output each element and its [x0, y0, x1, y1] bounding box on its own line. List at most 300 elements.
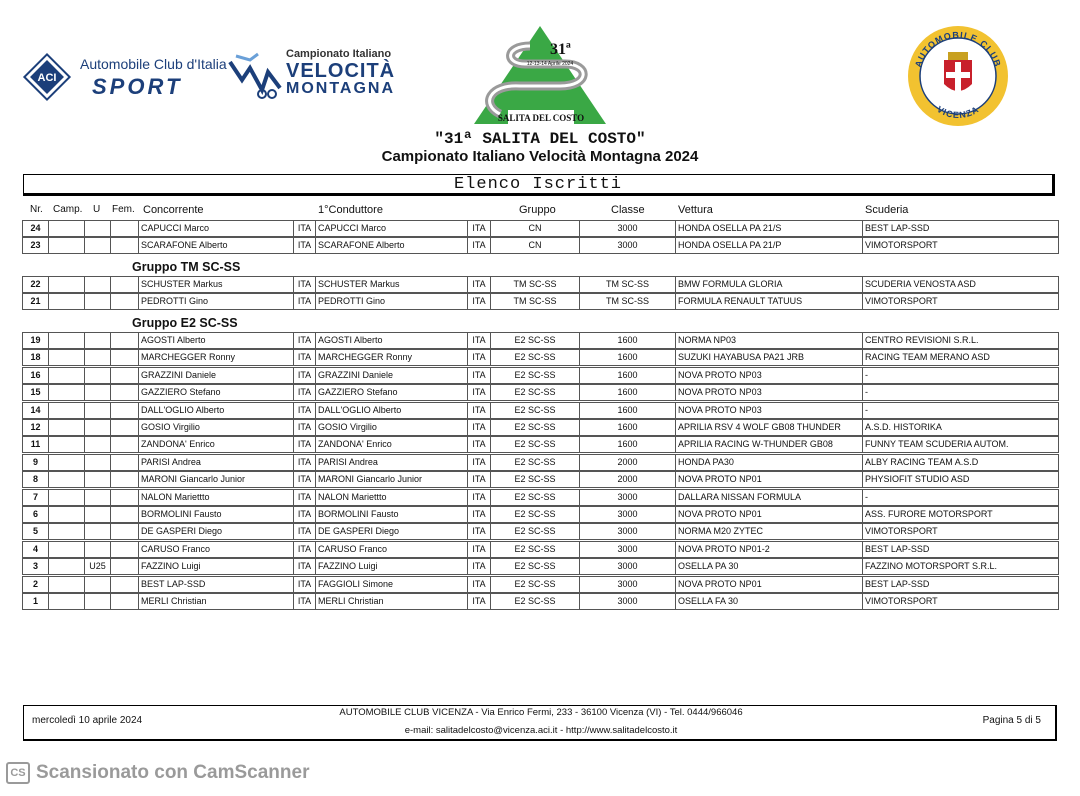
cell-vettura: NORMA M20 ZYTEC: [675, 523, 863, 540]
footer-contacts: e-mail: salitadelcosto@vicenza.aci.it - http://www.salitadelcosto.it: [404, 725, 678, 736]
cell-nr: 6: [22, 506, 49, 523]
cell-gruppo: E2 SC-SS: [490, 349, 580, 366]
cell-naz1: ITA: [293, 349, 316, 366]
cell-vettura: BMW FORMULA GLORIA: [675, 276, 863, 293]
cell-conc: GOSIO Virgilio: [138, 419, 294, 436]
cell-u: [84, 506, 111, 523]
cell-classe: 1600: [579, 419, 676, 436]
cell-gruppo: TM SC-SS: [490, 293, 580, 310]
event-title: "31ª SALITA DEL COSTO": [434, 130, 646, 148]
cell-nr: 7: [22, 489, 49, 506]
cell-vettura: NOVA PROTO NP01-2: [675, 541, 863, 558]
cell-fem: [110, 436, 139, 453]
table-row: [22, 276, 1058, 293]
col-camp: Camp.: [53, 204, 83, 215]
cell-scuderia: -: [862, 489, 1059, 506]
cell-vettura: SUZUKI HAYABUSA PA21 JRB: [675, 349, 863, 366]
cell-scuderia: BEST LAP-SSD: [862, 541, 1059, 558]
cell-naz1: ITA: [293, 541, 316, 558]
cell-u: [84, 454, 111, 471]
cell-scuderia: RACING TEAM MERANO ASD: [862, 349, 1059, 366]
cvm-logo-line1: Campionato Italiano: [286, 48, 392, 60]
cell-naz1: ITA: [293, 402, 316, 419]
cell-vettura: NOVA PROTO NP03: [675, 367, 863, 384]
cell-nr: 22: [22, 276, 49, 293]
cell-gruppo: E2 SC-SS: [490, 454, 580, 471]
cell-naz1: ITA: [293, 471, 316, 488]
cell-gruppo: E2 SC-SS: [490, 402, 580, 419]
cell-gruppo: TM SC-SS: [490, 276, 580, 293]
table-row: [22, 367, 1058, 384]
cell-conc: ZANDONA' Enrico: [138, 436, 294, 453]
cell-vettura: APRILIA RACING W-THUNDER GB08: [675, 436, 863, 453]
cell-gruppo: E2 SC-SS: [490, 541, 580, 558]
table-row: [22, 471, 1058, 488]
cell-u: [84, 523, 111, 540]
cvm-logo-line2: VELOCITÀ: [286, 60, 396, 82]
automobile-club-vicenza-seal: [906, 24, 1010, 128]
table-row: [22, 419, 1058, 436]
mountain-racecar-icon: [228, 50, 288, 100]
cell-gruppo: E2 SC-SS: [490, 593, 580, 610]
cell-classe: TM SC-SS: [579, 293, 676, 310]
cell-cond: FAZZINO Luigi: [315, 558, 468, 575]
cell-vettura: DALLARA NISSAN FORMULA: [675, 489, 863, 506]
cvm-logo: [228, 46, 398, 106]
cell-classe: 1600: [579, 349, 676, 366]
cell-scuderia: SCUDERIA VENOSTA ASD: [862, 276, 1059, 293]
col-nr: Nr.: [30, 204, 43, 215]
cell-gruppo: CN: [490, 237, 580, 254]
cell-u: [84, 349, 111, 366]
cell-naz2: ITA: [467, 506, 491, 523]
cell-camp: [48, 576, 85, 593]
cell-vettura: NOVA PROTO NP03: [675, 384, 863, 401]
cell-nr: 4: [22, 541, 49, 558]
footer-address: AUTOMOBILE CLUB VICENZA - Via Enrico Fermi, 233 - 36100 Vicenza (VI) - Tel. 0444/966046: [339, 707, 743, 718]
table-row: [22, 454, 1058, 471]
cell-nr: 23: [22, 237, 49, 254]
cell-fem: [110, 593, 139, 610]
cell-classe: 3000: [579, 489, 676, 506]
col-vettura: Vettura: [678, 204, 713, 216]
cell-fem: [110, 293, 139, 310]
cell-naz1: ITA: [293, 384, 316, 401]
col-classe: Classe: [611, 204, 645, 216]
cell-classe: 3000: [579, 523, 676, 540]
cell-camp: [48, 367, 85, 384]
cell-camp: [48, 523, 85, 540]
table-row: [22, 489, 1058, 506]
cell-fem: [110, 237, 139, 254]
cell-naz2: ITA: [467, 593, 491, 610]
cell-u: U25: [84, 558, 111, 575]
cell-gruppo: E2 SC-SS: [490, 332, 580, 349]
cell-fem: [110, 558, 139, 575]
cell-vettura: HONDA OSELLA PA 21/S: [675, 220, 863, 237]
cell-vettura: NORMA NP03: [675, 332, 863, 349]
cell-naz2: ITA: [467, 384, 491, 401]
cell-nr: 2: [22, 576, 49, 593]
cell-naz1: ITA: [293, 489, 316, 506]
cell-conc: BORMOLINI Fausto: [138, 506, 294, 523]
cell-nr: 19: [22, 332, 49, 349]
cell-camp: [48, 506, 85, 523]
column-header-row: [22, 204, 1058, 220]
cell-conc: PEDROTTI Gino: [138, 293, 294, 310]
cell-conc: MERLI Christian: [138, 593, 294, 610]
table-row: [22, 349, 1058, 366]
cell-naz2: ITA: [467, 367, 491, 384]
cell-scuderia: CENTRO REVISIONI S.R.L.: [862, 332, 1059, 349]
cell-u: [84, 541, 111, 558]
cell-cond: ZANDONA' Enrico: [315, 436, 468, 453]
cell-cond: GOSIO Virgilio: [315, 419, 468, 436]
cell-u: [84, 220, 111, 237]
cell-gruppo: E2 SC-SS: [490, 367, 580, 384]
cell-gruppo: E2 SC-SS: [490, 384, 580, 401]
cell-classe: 3000: [579, 237, 676, 254]
cell-classe: TM SC-SS: [579, 276, 676, 293]
cell-u: [84, 367, 111, 384]
cell-fem: [110, 506, 139, 523]
club-ring-bottom: VICENZA: [935, 104, 981, 121]
cell-cond: BORMOLINI Fausto: [315, 506, 468, 523]
cell-u: [84, 576, 111, 593]
cell-naz2: ITA: [467, 293, 491, 310]
aci-diamond-logo: [22, 52, 72, 102]
cell-scuderia: VIMOTORSPORT: [862, 593, 1059, 610]
cell-u: [84, 436, 111, 453]
cell-camp: [48, 332, 85, 349]
cell-scuderia: -: [862, 384, 1059, 401]
cell-conc: BEST LAP-SSD: [138, 576, 294, 593]
col-scuderia: Scuderia: [865, 204, 909, 216]
table-row: [22, 384, 1058, 401]
cell-cond: GAZZIERO Stefano: [315, 384, 468, 401]
cell-naz1: ITA: [293, 293, 316, 310]
cell-naz2: ITA: [467, 471, 491, 488]
cell-classe: 2000: [579, 454, 676, 471]
cell-scuderia: FUNNY TEAM SCUDERIA AUTOM.: [862, 436, 1059, 453]
page-footer: [23, 705, 1057, 741]
cell-naz2: ITA: [467, 419, 491, 436]
cell-u: [84, 293, 111, 310]
cell-conc: DE GASPERI Diego: [138, 523, 294, 540]
table-row: [22, 523, 1058, 540]
cell-camp: [48, 489, 85, 506]
col-fem: Fem.: [112, 204, 135, 215]
cell-camp: [48, 471, 85, 488]
cell-naz2: ITA: [467, 276, 491, 293]
table-row: [22, 436, 1058, 453]
cell-gruppo: E2 SC-SS: [490, 419, 580, 436]
cell-cond: MERLI Christian: [315, 593, 468, 610]
cell-camp: [48, 541, 85, 558]
cell-u: [84, 402, 111, 419]
cell-naz1: ITA: [293, 220, 316, 237]
cell-conc: CAPUCCI Marco: [138, 220, 294, 237]
cell-naz1: ITA: [293, 332, 316, 349]
cell-naz1: ITA: [293, 558, 316, 575]
aci-mark-text: ACI: [37, 72, 57, 84]
group-title-e2: Gruppo E2 SC-SS: [132, 316, 238, 330]
cell-nr: 3: [22, 558, 49, 575]
cell-camp: [48, 237, 85, 254]
cell-classe: 1600: [579, 367, 676, 384]
cell-nr: 9: [22, 454, 49, 471]
cell-fem: [110, 402, 139, 419]
cell-fem: [110, 367, 139, 384]
cell-naz1: ITA: [293, 576, 316, 593]
cell-nr: 12: [22, 419, 49, 436]
aci-logo-line1: Automobile Club d'Italia: [80, 56, 227, 72]
cell-gruppo: E2 SC-SS: [490, 436, 580, 453]
cell-conc: SCHUSTER Markus: [138, 276, 294, 293]
event-dates: 12-13-14 Aprile 2024: [526, 61, 574, 67]
cell-naz2: ITA: [467, 436, 491, 453]
cell-fem: [110, 276, 139, 293]
championship-subtitle: Campionato Italiano Velocità Montagna 2024: [381, 148, 699, 165]
cell-conc: GRAZZINI Daniele: [138, 367, 294, 384]
cell-classe: 3000: [579, 593, 676, 610]
cell-scuderia: -: [862, 367, 1059, 384]
cell-camp: [48, 384, 85, 401]
cell-scuderia: -: [862, 402, 1059, 419]
cell-vettura: NOVA PROTO NP01: [675, 471, 863, 488]
cell-nr: 21: [22, 293, 49, 310]
cell-conc: FAZZINO Luigi: [138, 558, 294, 575]
cell-conc: MARONI Giancarlo Junior: [138, 471, 294, 488]
cell-nr: 11: [22, 436, 49, 453]
table-row: [22, 558, 1058, 575]
cell-camp: [48, 454, 85, 471]
cell-classe: 2000: [579, 471, 676, 488]
cell-camp: [48, 558, 85, 575]
cell-nr: 5: [22, 523, 49, 540]
col-concorrente: Concorrente: [143, 204, 204, 216]
cell-vettura: OSELLA PA 30: [675, 558, 863, 575]
cell-nr: 16: [22, 367, 49, 384]
cell-fem: [110, 454, 139, 471]
cell-classe: 1600: [579, 402, 676, 419]
cell-fem: [110, 576, 139, 593]
table-row: [22, 576, 1058, 593]
col-conduttore: 1°Conduttore: [318, 204, 383, 216]
cell-cond: MARONI Giancarlo Junior: [315, 471, 468, 488]
cell-naz2: ITA: [467, 454, 491, 471]
cell-fem: [110, 220, 139, 237]
cell-fem: [110, 489, 139, 506]
table-row: [22, 506, 1058, 523]
cell-cond: FAGGIOLI Simone: [315, 576, 468, 593]
cell-camp: [48, 220, 85, 237]
cell-u: [84, 593, 111, 610]
cell-classe: 1600: [579, 384, 676, 401]
cell-cond: AGOSTI Alberto: [315, 332, 468, 349]
cell-gruppo: E2 SC-SS: [490, 558, 580, 575]
cell-scuderia: BEST LAP-SSD: [862, 576, 1059, 593]
cell-gruppo: E2 SC-SS: [490, 506, 580, 523]
cell-camp: [48, 593, 85, 610]
cell-naz1: ITA: [293, 523, 316, 540]
cell-cond: SCARAFONE Alberto: [315, 237, 468, 254]
cell-scuderia: FAZZINO MOTORSPORT S.R.L.: [862, 558, 1059, 575]
table-row: [22, 220, 1058, 237]
cell-u: [84, 471, 111, 488]
cell-vettura: FORMULA RENAULT TATUUS: [675, 293, 863, 310]
event-name: SALITA DEL COSTO: [497, 113, 585, 123]
cell-fem: [110, 541, 139, 558]
cell-vettura: HONDA PA30: [675, 454, 863, 471]
table-row: [22, 541, 1058, 558]
table-row: [22, 402, 1058, 419]
cell-naz2: ITA: [467, 576, 491, 593]
cell-camp: [48, 276, 85, 293]
cell-cond: PEDROTTI Gino: [315, 293, 468, 310]
cell-camp: [48, 419, 85, 436]
cell-fem: [110, 349, 139, 366]
cell-vettura: NOVA PROTO NP03: [675, 402, 863, 419]
cell-classe: 3000: [579, 558, 676, 575]
event-number: 31ª: [550, 41, 571, 58]
cell-nr: 18: [22, 349, 49, 366]
table-row: [22, 332, 1058, 349]
aci-logo-line2: SPORT: [92, 74, 183, 99]
cvm-logo-line3: MONTAGNA: [286, 80, 396, 97]
cell-u: [84, 332, 111, 349]
cell-classe: 1600: [579, 332, 676, 349]
cell-nr: 14: [22, 402, 49, 419]
cell-fem: [110, 419, 139, 436]
cell-conc: DALL'OGLIO Alberto: [138, 402, 294, 419]
cell-naz2: ITA: [467, 220, 491, 237]
cell-classe: 3000: [579, 220, 676, 237]
cell-fem: [110, 523, 139, 540]
col-gruppo: Gruppo: [519, 204, 556, 216]
cell-fem: [110, 332, 139, 349]
club-ring-top: AUTOMOBILE CLUB: [913, 29, 1003, 69]
cell-nr: 24: [22, 220, 49, 237]
cell-u: [84, 276, 111, 293]
table-row: [22, 237, 1058, 254]
cell-conc: PARISI Andrea: [138, 454, 294, 471]
cell-naz1: ITA: [293, 593, 316, 610]
cell-classe: 3000: [579, 541, 676, 558]
cell-scuderia: VIMOTORSPORT: [862, 293, 1059, 310]
cell-camp: [48, 293, 85, 310]
cell-classe: 1600: [579, 436, 676, 453]
cell-cond: SCHUSTER Markus: [315, 276, 468, 293]
cell-naz2: ITA: [467, 332, 491, 349]
footer-date: mercoledì 10 aprile 2024: [32, 715, 143, 726]
cell-conc: NALON Mariettto: [138, 489, 294, 506]
cell-naz2: ITA: [467, 541, 491, 558]
cell-gruppo: E2 SC-SS: [490, 489, 580, 506]
cell-naz1: ITA: [293, 237, 316, 254]
cell-gruppo: E2 SC-SS: [490, 576, 580, 593]
cell-conc: MARCHEGGER Ronny: [138, 349, 294, 366]
cell-conc: GAZZIERO Stefano: [138, 384, 294, 401]
cell-nr: 15: [22, 384, 49, 401]
cell-vettura: OSELLA FA 30: [675, 593, 863, 610]
cell-naz2: ITA: [467, 402, 491, 419]
camscanner-watermark: [6, 762, 309, 784]
cell-naz2: ITA: [467, 349, 491, 366]
cell-vettura: NOVA PROTO NP01: [675, 576, 863, 593]
cell-u: [84, 384, 111, 401]
salita-del-costo-logo: [470, 24, 610, 128]
cell-u: [84, 489, 111, 506]
cell-vettura: APRILIA RSV 4 WOLF GB08 THUNDER: [675, 419, 863, 436]
cell-gruppo: E2 SC-SS: [490, 523, 580, 540]
cell-vettura: NOVA PROTO NP01: [675, 506, 863, 523]
cell-scuderia: A.S.D. HISTORIKA: [862, 419, 1059, 436]
cell-classe: 3000: [579, 506, 676, 523]
cell-nr: 1: [22, 593, 49, 610]
cell-scuderia: VIMOTORSPORT: [862, 237, 1059, 254]
col-u: U: [93, 204, 101, 215]
cell-camp: [48, 436, 85, 453]
cell-gruppo: E2 SC-SS: [490, 471, 580, 488]
cell-cond: PARISI Andrea: [315, 454, 468, 471]
cell-naz1: ITA: [293, 367, 316, 384]
list-title: Elenco Iscritti: [23, 174, 1055, 196]
group-title-tm: Gruppo TM SC-SS: [132, 260, 241, 274]
cell-naz2: ITA: [467, 237, 491, 254]
cell-vettura: HONDA OSELLA PA 21/P: [675, 237, 863, 254]
cell-scuderia: BEST LAP-SSD: [862, 220, 1059, 237]
cell-cond: CARUSO Franco: [315, 541, 468, 558]
cell-classe: 3000: [579, 576, 676, 593]
cell-naz2: ITA: [467, 489, 491, 506]
cell-fem: [110, 384, 139, 401]
cell-naz1: ITA: [293, 454, 316, 471]
camscanner-text: Scansionato con CamScanner: [36, 762, 310, 784]
camscanner-icon: CS: [6, 762, 30, 784]
cell-cond: CAPUCCI Marco: [315, 220, 468, 237]
table-row: [22, 593, 1058, 610]
cell-conc: CARUSO Franco: [138, 541, 294, 558]
aci-sport-logo: [22, 52, 227, 104]
table-row: [22, 293, 1058, 310]
cell-camp: [48, 402, 85, 419]
cell-scuderia: PHYSIOFIT STUDIO ASD: [862, 471, 1059, 488]
cell-naz1: ITA: [293, 419, 316, 436]
cell-cond: GRAZZINI Daniele: [315, 367, 468, 384]
cell-naz1: ITA: [293, 276, 316, 293]
cell-u: [84, 237, 111, 254]
cell-gruppo: CN: [490, 220, 580, 237]
cell-cond: DALL'OGLIO Alberto: [315, 402, 468, 419]
cell-scuderia: VIMOTORSPORT: [862, 523, 1059, 540]
cell-cond: DE GASPERI Diego: [315, 523, 468, 540]
cell-cond: NALON Mariettto: [315, 489, 468, 506]
cell-camp: [48, 349, 85, 366]
cell-conc: AGOSTI Alberto: [138, 332, 294, 349]
footer-page-number: Pagina 5 di 5: [982, 715, 1041, 726]
cell-cond: MARCHEGGER Ronny: [315, 349, 468, 366]
cell-scuderia: ALBY RACING TEAM A.S.D: [862, 454, 1059, 471]
cell-naz2: ITA: [467, 523, 491, 540]
cell-naz2: ITA: [467, 558, 491, 575]
cell-scuderia: ASS. FURORE MOTORSPORT: [862, 506, 1059, 523]
cell-u: [84, 419, 111, 436]
cell-nr: 8: [22, 471, 49, 488]
cell-naz1: ITA: [293, 436, 316, 453]
cell-fem: [110, 471, 139, 488]
cell-naz1: ITA: [293, 506, 316, 523]
